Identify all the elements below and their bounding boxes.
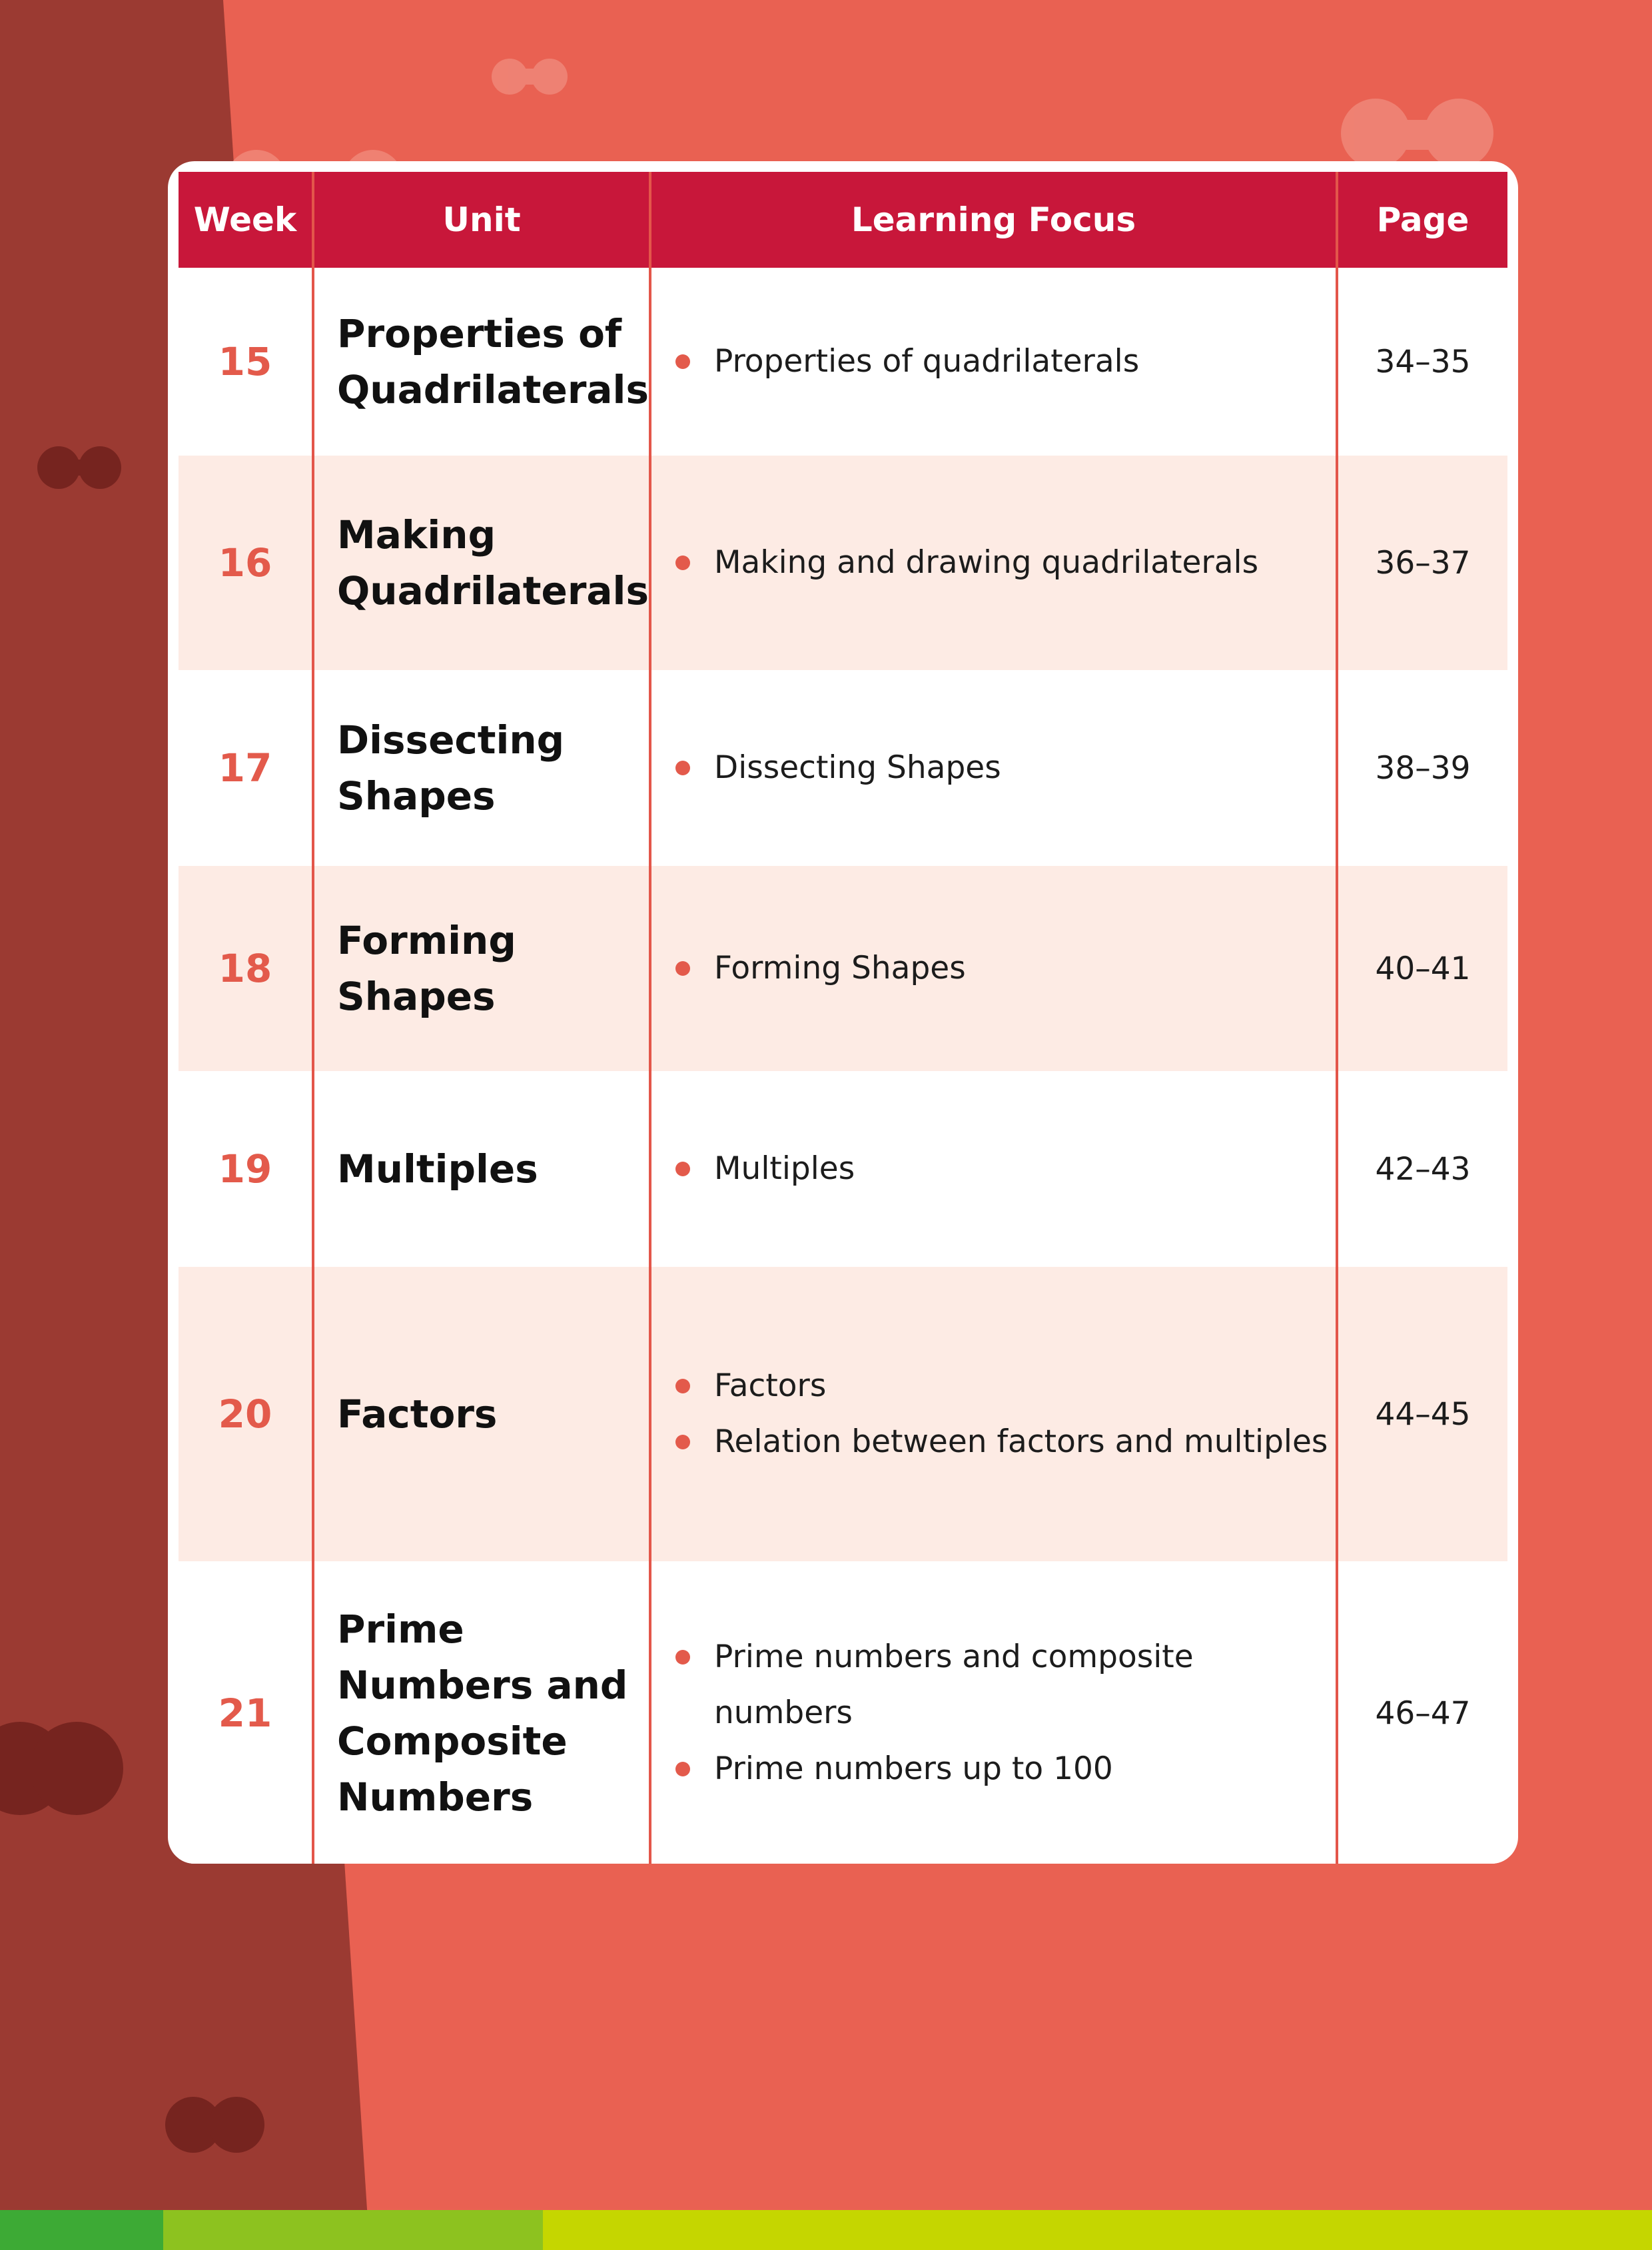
bullet-icon [675,761,690,775]
learning-focus [650,866,1337,1071]
bullet-icon [675,1435,690,1449]
unit-title: Multiples [313,1071,650,1267]
bullet-icon [675,354,690,369]
week-number: 18 [179,866,313,1071]
bullet-icon [675,1379,690,1393]
week-number: 20 [179,1267,313,1561]
page-range: 34–35 [1337,268,1507,456]
table-header-row [179,172,1507,268]
bullet-icon [675,1162,690,1176]
focus-item: Prime numbers up to 100 [675,1741,1335,1797]
unit-title: Making Quadrilaterals [313,456,650,670]
focus-item: Dissecting Shapes [675,740,1335,796]
learning-focus [650,456,1337,670]
header-page: Page [1337,172,1507,268]
learning-focus [650,670,1337,866]
unit-title: Properties of Quadrilaterals [313,268,650,456]
unit-title: Dissecting Shapes [313,670,650,866]
bullet-icon [675,961,690,976]
header-unit: Unit [313,172,650,268]
unit-title: Factors [313,1267,650,1561]
focus-item: Properties of quadrilaterals [675,334,1335,390]
table-row [179,1267,1507,1561]
table-row [179,268,1507,456]
schedule-table [179,172,1507,1864]
page-range: 36–37 [1337,456,1507,670]
bullet-icon [675,1650,690,1665]
unit-title: Forming Shapes [313,866,650,1071]
table-row [179,456,1507,670]
focus-item: Making and drawing quadrilaterals [675,535,1335,591]
page-range: 38–39 [1337,670,1507,866]
table-row [179,670,1507,866]
week-number: 21 [179,1561,313,1864]
schedule-card [168,161,1518,1864]
week-number: 15 [179,268,313,456]
table-row [179,1561,1507,1864]
header-learning-focus: Learning Focus [650,172,1337,268]
focus-item: Factors [675,1358,1335,1414]
week-number: 19 [179,1071,313,1267]
page-range: 46–47 [1337,1561,1507,1864]
bullet-icon [675,1762,690,1776]
week-number: 16 [179,456,313,670]
focus-item: Forming Shapes [675,940,1335,996]
learning-focus [650,1071,1337,1267]
page-range: 42–43 [1337,1071,1507,1267]
table-row [179,866,1507,1071]
page-range: 44–45 [1337,1267,1507,1561]
table-row [179,1071,1507,1267]
week-number: 17 [179,670,313,866]
learning-focus [650,1561,1337,1864]
learning-focus [650,268,1337,456]
bullet-icon [675,556,690,570]
focus-item: Multiples [675,1141,1335,1197]
focus-item: Prime numbers and composite numbers [675,1629,1335,1741]
unit-title: Prime Numbers and Composite Numbers [313,1561,650,1864]
header-week: Week [179,172,313,268]
learning-focus [650,1267,1337,1561]
focus-item: Relation between factors and multiples [675,1414,1335,1470]
page-range: 40–41 [1337,866,1507,1071]
